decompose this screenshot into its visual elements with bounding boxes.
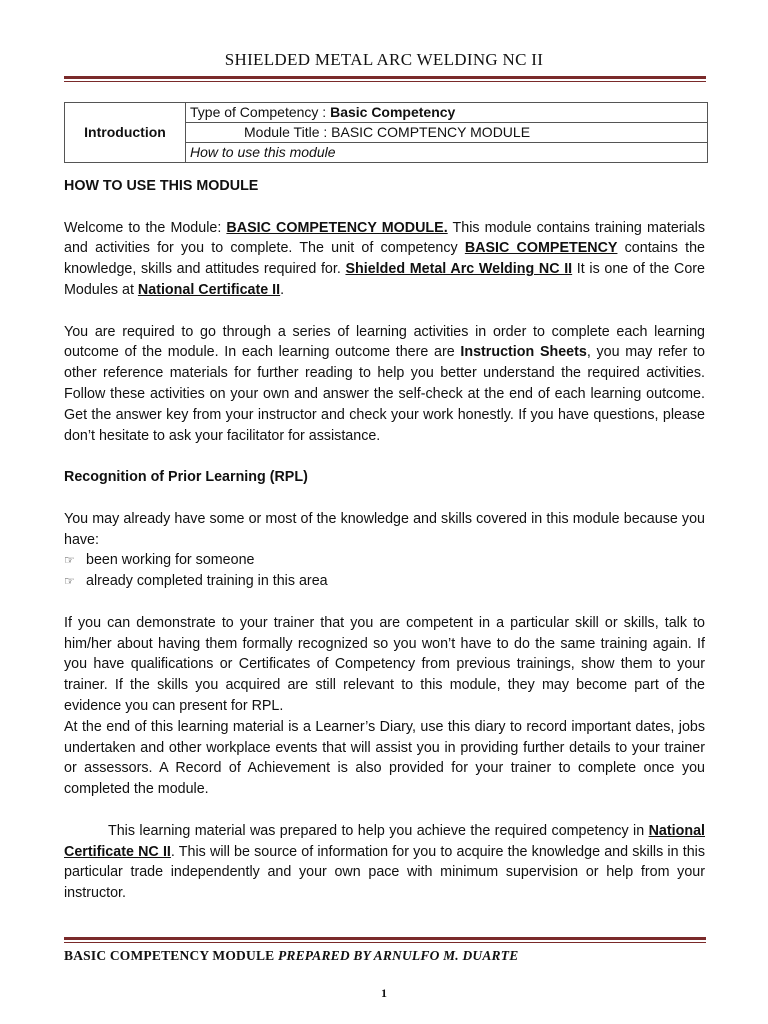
footer-text: BASIC COMPETENCY MODULE PREPARED BY ARNULFO M. DUARTE [64,948,519,963]
footer-rule [64,937,706,943]
rpl-intro-paragraph: You may already have some or most of the knowledge and skills covered in this module because you have: [64,510,705,548]
learning-material-paragraph: This learning material was prepared to help you achieve the required competency in National Certificate NC II. This will be source of information for you to acquire the knowledge and skills in this particular trade independently and your own pace with minimum supervision or help from your instructor. [64,822,705,902]
module-name-link: BASIC COMPETENCY MODULE. [226,219,448,236]
section-heading-how-to-use: HOW TO USE THIS MODULE [64,178,259,194]
competency-type-cell: Type of Competency : Basic Competency [186,103,708,123]
section-heading-rpl: Recognition of Prior Learning (RPL) [64,469,308,486]
footer-author: PREPARED BY ARNULFO M. DUARTE [277,948,519,963]
document-body [64,176,705,925]
pointing-hand-icon: ☞ [64,553,75,568]
welcome-paragraph: Welcome to the Module: BASIC COMPETENCY MODULE. This module contains training materials and activities for you to complete. The unit of competency BASIC COMPETENCY contains the knowledge, skills and attitudes required for. Shielded Metal Arc Welding NC II It is one of the Core Modules at National Certificate II. [64,219,705,298]
header-rule [64,76,706,82]
list-item: ☞ already completed training in this area [64,571,705,592]
module-title-cell: Module Title : BASIC COMPTENCY MODULE [186,123,708,143]
how-to-use-cell: How to use this module [186,143,708,163]
pointing-hand-icon: ☞ [64,574,75,589]
learning-activities-paragraph: You are required to go through a series of learning activities in order to complete each learning outcome of the module. In each learning outcome there are Instruction Sheets, you may refer to other reference materials for further reading to help you better understand the required activities. Follow these activities on your own and answer the self-check at the end of each learning outcome. Get the answer key from your instructor and check your work honestly. If you have questions, please don’t hesitate to ask your facilitator for assistance. [64,323,705,444]
demonstrate-paragraph: If you can demonstrate to your trainer that you are competent in a particular skill or skills, talk to him/her about having them formally recognized so you won’t have to do the same training again. If you have qualifications or Certificates of Competency from previous trainings, show them to your trainer. If the skills you acquired are still relevant to this module, they may become part of the evidence you can present for RPL. [64,614,705,714]
page-header-title: SHIELDED METAL ARC WELDING NC II [224,50,544,69]
module-title-value: BASIC COMPTENCY MODULE [331,124,531,140]
page-number: 1 [381,986,387,1000]
list-item: ☞ been working for someone [64,550,705,571]
competency-type-value: Basic Competency [330,104,456,120]
introduction-label: Introduction [65,103,186,163]
learners-diary-paragraph: At the end of this learning material is a Learner’s Diary, use this diary to record important dates, jobs undertaken and other workplace events that will assist you in providing further details to your trainer or assessors. A Record of Achievement is also provided for your trainer to complete once you completed the module. [64,718,705,798]
introduction-table [64,102,708,163]
